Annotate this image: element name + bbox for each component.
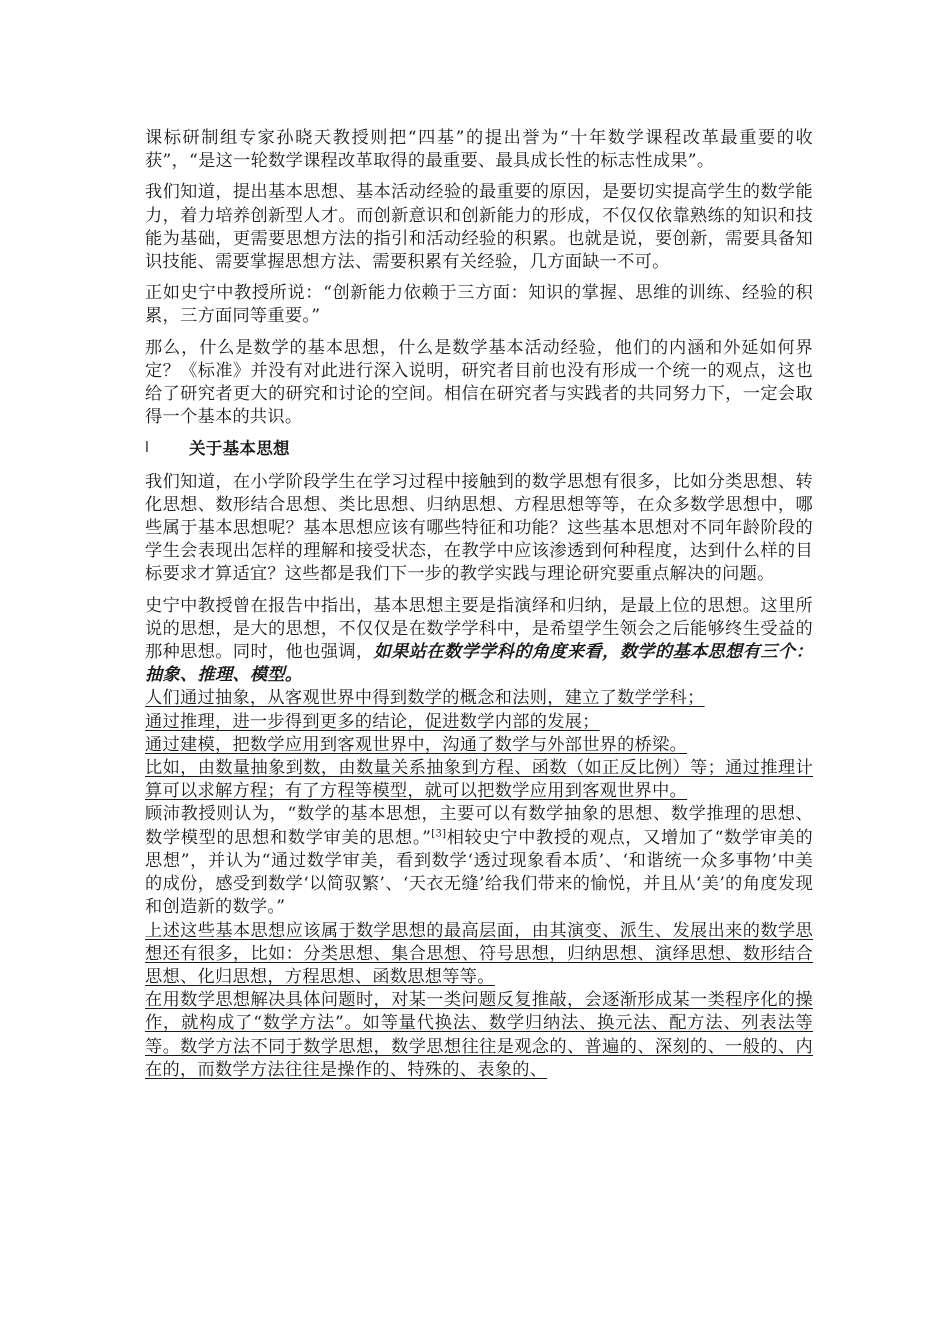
emphasis-three-ideas: 如果站在数学学科的角度来看，数学的基本思想有三个：抽象、推理、模型。 xyxy=(145,642,813,686)
paragraph-gu-pei-view xyxy=(145,803,813,919)
document-page xyxy=(145,127,813,1082)
underlined-abstraction: 人们通过抽象，从客观世界中得到数学的概念和法则，建立了数学学科； xyxy=(145,688,705,709)
gu-pei-continuation: 相较史宁中教授的观点，又增加了“数学审美的思想”，并认为“通过数学审美，看到数学‘透过现象看本质’、‘和谐统一众多事物’中美的成份，感受到数学‘以简驭繁’、‘天衣无缝’给我们带来的愉悦，并且从‘美’的角度发现和创造新的数学。” xyxy=(145,827,813,918)
paragraph-shi-ningzhong-quote: 正如史宁中教授所说：“创新能力依赖于三方面：知识的掌握、思维的训练、经验的积累，三方面同等重要。” xyxy=(145,283,813,327)
underlined-reasoning: 通过推理，进一步得到更多的结论，促进数学内部的发展； xyxy=(145,711,600,732)
paragraph-basic-ideas-text: 史宁中教授曾在报告中指出，基本思想主要是指演绎和归纳，是最上位的思想。这里所说的思想，是大的思想，不仅仅是在数学学科中，是希望学生领会之后能够终生受益的那种思想。同时，他也强调， xyxy=(145,595,813,663)
paragraph-basic-ideas xyxy=(145,595,813,688)
paragraph-sun-xiaotian-quote: 课标研制组专家孙晓天教授则把“四基”的提出誉为“十年数学课程改革最重要的收获”，“是这一轮数学课程改革取得的最重要、最具成长性的标志性成果”。 xyxy=(145,128,813,172)
paragraph-math-ideas-list: 我们知道，在小学阶段学生在学习过程中接触到的数学思想有很多，比如分类思想、转化思想、数形结合思想、类比思想、归纳思想、方程思想等等，在众多数学思想中，哪些属于基本思想呢？基本思想应该有哪些特征和功能？这些基本思想对不同年龄阶段的学生会表现出怎样的理解和接受状态，在教学中应该渗透到何种程度，达到什么样的目标要求才算适宜？这些都是我们下一步的教学实践与理论研究要重点解决的问题。 xyxy=(145,471,813,585)
bullet-marker: l xyxy=(145,440,150,457)
underlined-modeling: 通过建模，把数学应用到客观世界中，沟通了数学与外部世界的桥梁。 xyxy=(145,734,688,755)
underlined-math-methods: 在用数学思想解决具体问题时，对某一类问题反复推敲，会逐渐形成某一类程序化的操作，就构成了“数学方法”。如等量代换法、数学归纳法、换元法、配方法、列表法等等。数学方法不同于数学思想，数学思想往往是观念的、普遍的、深刻的、一般的、内在的，而数学方法往往是操作的、特殊的、表象的、 xyxy=(145,990,813,1080)
section-title: 关于基本思想 xyxy=(189,439,290,459)
section-heading xyxy=(145,437,813,460)
underlined-derived-ideas: 上述这些基本思想应该属于数学思想的最高层面，由其演变、派生、发展出来的数学思想还有很多，比如：分类思想、集合思想、符号思想，归纳思想、演绎思想、数形结合思想、化归思想，方程思想、函数思想等等。 xyxy=(145,920,813,987)
paragraph-innovation-reason: 我们知道，提出基本思想、基本活动经验的最重要的原因，是要切实提高学生的数学能力，着力培养创新型人才。而创新意识和创新能力的形成，不仅仅依靠熟练的知识和技能为基础，更需要思想方法的指引和活动经验的积累。也就是说，要创新，需要具备知识技能、需要掌握思想方法、需要积累有关经验，几方面缺一不可。 xyxy=(145,182,813,273)
underlined-example: 比如，由数量抽象到数，由数量关系抽象到方程、函数（如正反比例）等；通过推理计算可以求解方程；有了方程等模型，就可以把数学应用到客观世界中。 xyxy=(145,758,813,802)
paragraph-definition-question: 那么，什么是数学的基本思想，什么是数学基本活动经验，他们的内涵和外延如何界定？《标准》并没有对此进行深入说明，研究者目前也没有形成一个统一的观点，这也给了研究者更大的研究和讨论的空间。相信在研究者与实践者的共同努力下，一定会取得一个基本的共识。 xyxy=(145,337,813,428)
reference-mark: [3] xyxy=(431,827,447,839)
gu-pei-quote: 顾沛教授则认为，“数学的基本思想，主要可以有数学抽象的思想、数学推理的思想、数学模型的思想和数学审美的思想。” xyxy=(145,804,813,848)
